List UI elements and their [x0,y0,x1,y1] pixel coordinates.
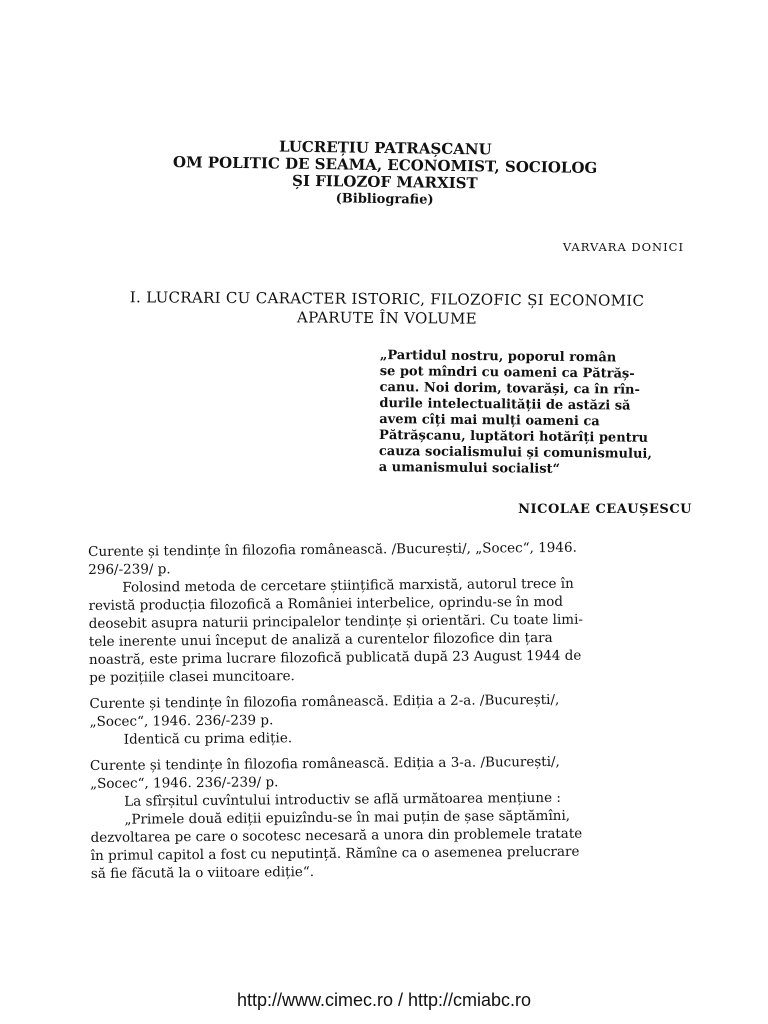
epigraph-line: durile intelectualității de astăzi să [379,395,631,414]
entry-note: să fie făcută la o viitoare ediție“. [90,864,315,882]
epigraph-line: se pot mîndri cu oameni ca Pătrăș- [379,363,635,382]
footer-links: http://www.cimec.ro / http://cmiabc.ro [236,990,532,1010]
entry-note: pe pozițiile clasei muncitoare. [89,668,295,686]
epigraph-line: „Partidul nostru, poporul român [379,348,617,366]
title-line: OM POLITIC DE SEAMA, ECONOMIST, SOCIOLOG [172,153,598,177]
epigraph-line: avem cîți mai mulți oameni ca [379,411,600,430]
epigraph-line: a umanismului socialist“ [378,459,561,477]
title-subtitle: (Bibliografie) [335,191,434,208]
entry-citation: „Socec“, 1946. 236/-239/ p. [90,774,279,792]
entry-citation: 296/-239/ p. [88,561,171,578]
entry-note: noastră, este prima lucrare filozofică publicată după 23 August 1944 de [88,647,582,668]
entry-note: dezvoltarea pe care o socotesc necesară a unora din problemele tratate [90,825,583,846]
epigraph [379,348,690,479]
entry-citation: Curente și tendințe în filozofia românească. Ediția a 3-a. /București/, [89,753,560,774]
entry-note: La sfîrșitul cuvîntului introductiv se află următoarea mențiune : [124,789,561,810]
epigraph-line: cauza socialismului și comunismului, [378,443,652,462]
epigraph-author: NICOLAE CEAUȘESCU [518,502,692,517]
entry-note: „Primele două ediții epuizîndu-se în mai puțin de șase săptămîni, [124,807,571,828]
entry-citation: „Socec“, 1946. 236/-239 p. [89,712,274,730]
entry-note: Folosind metoda de cercetare științifică marxistă, autorul trece în [122,575,574,596]
section-heading [92,288,682,330]
section-heading-line: I. LUCRARI CU CARACTER ISTORIC, FILOZOFIC ȘI ECONOMIC [129,288,645,310]
entry-note: revistă producția filozofică a României interbelice, oprindu-se în mod [88,593,564,614]
bibliography-entry [90,752,697,883]
title-line: LUCREȚIU PATRAȘCANU [278,137,492,159]
epigraph-line: canu. Noi dorim, tovarăși, ca în rîn- [379,379,640,398]
bibliography-entry [89,690,695,749]
bibliography-body [88,538,697,883]
entry-citation: Curente și tendințe în filozofia românească. Ediția a 2-a. /București/, [89,691,560,712]
entry-note: Identică cu prima ediție. [123,730,293,748]
epigraph-line: Pătrășcanu, luptători hotărîți pentru [379,427,649,446]
bibliography-entry [88,538,695,687]
entry-note: în primul capitol a fost cu neputință. Rămîne ca o asemenea prelucrare [90,843,580,864]
entry-citation: Curente și tendințe în filozofia românească. /București/, „Socec“, 1946. [88,539,577,560]
article-author: VARVARA DONICI [562,240,684,254]
article-title [150,137,621,212]
title-line: ȘI FILOZOF MARXIST [291,171,478,193]
entry-note: tele inerente unui început de analiză a curentelor filozofice din țara [88,629,553,650]
section-heading-line: APARUTE ÎN VOLUME [296,308,477,328]
entry-note: deosebit asupra naturii principalelor tendințe și orientări. Cu toate limi- [88,611,583,632]
